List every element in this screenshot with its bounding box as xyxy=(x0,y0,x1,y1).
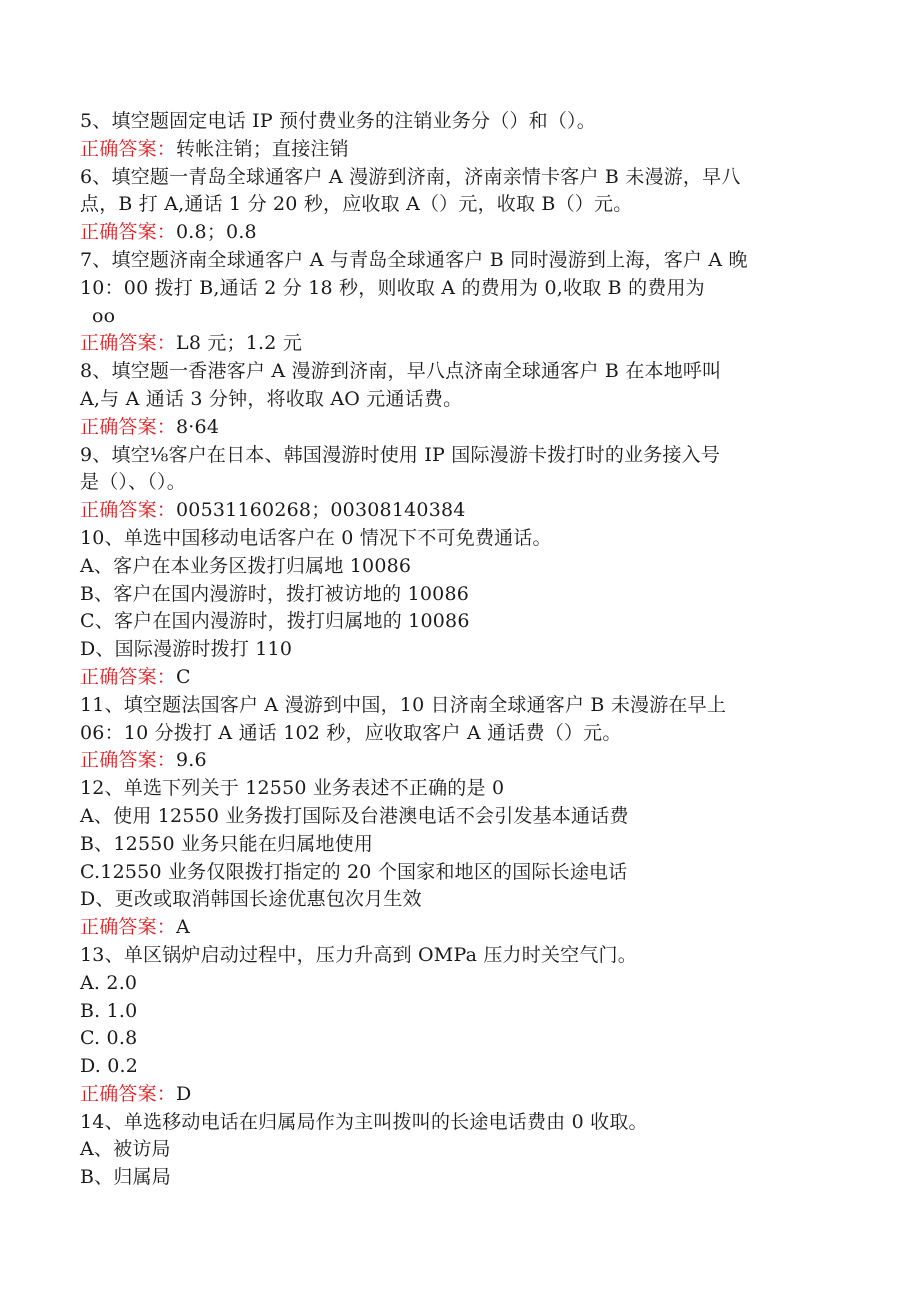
option-c: C、客户在国内漫游时，拨打归属地的 10086 xyxy=(80,610,470,633)
answer-value: D xyxy=(176,1082,192,1105)
question-text: 点，B 打 A,通话 1 分 20 秒，应收取 A（）元，收取 B（）元。 xyxy=(80,193,633,216)
answer-label: 正确答案： xyxy=(80,221,177,244)
option-b: B、12550 业务只能在归属地使用 xyxy=(80,832,374,855)
question-text: 13、单区锅炉启动过程中，压力升高到 OMPa 压力时关空气门。 xyxy=(80,943,637,966)
question-text: 9、填空⅛客户在日本、韩国漫游时使用 IP 国际漫游卡拨打时的业务接入号 xyxy=(80,443,721,466)
answer-label: 正确答案： xyxy=(80,415,177,438)
option-c: C.12550 业务仅限拨打指定的 20 个国家和地区的国际长途电话 xyxy=(80,860,628,883)
option-d: D、国际漫游时拨打 110 xyxy=(80,638,293,661)
question-text: oo xyxy=(92,304,116,327)
question-text: 10：00 拨打 B,通话 2 分 18 秒，则收取 A 的费用为 0,收取 B 的费用为 xyxy=(80,276,705,299)
answer-label: 正确答案： xyxy=(80,749,177,772)
answer-value: A xyxy=(176,916,190,939)
question-text: 10、单选中国移动电话客户在 0 情况下不可免费通话。 xyxy=(80,526,552,549)
answer-value: C xyxy=(176,665,191,688)
question-text: A,与 A 通话 3 分钟，将收取 AO 元通话费。 xyxy=(80,387,463,410)
question-text: 7、填空题济南全球通客户 A 与青岛全球通客户 B 同时漫游到上海，客户 A 晚 xyxy=(80,248,748,271)
answer-value: 00531160268；00308140384 xyxy=(176,499,466,522)
question-text: 06：10 分拨打 A 通话 102 秒，应收取客户 A 通话费（）元。 xyxy=(80,721,622,744)
answer-label: 正确答案： xyxy=(80,1082,177,1105)
answer-value: 0.8；0.8 xyxy=(176,221,257,244)
option-d: D、更改或取消韩国长途优惠包次月生效 xyxy=(80,888,422,911)
answer-line xyxy=(80,664,820,692)
answer-label: 正确答案： xyxy=(80,665,177,688)
answer-line xyxy=(80,330,820,358)
question-text: 12、单选下列关于 12550 业务表述不正确的是 0 xyxy=(80,777,505,800)
answer-label: 正确答案： xyxy=(80,332,177,355)
question-text: 6、填空题一青岛全球通客户 A 漫游到济南，济南亲情卡客户 B 未漫游，早八 xyxy=(80,165,741,188)
answer-line xyxy=(80,914,820,942)
question-text: 11、填空题法国客户 A 漫游到中国，10 日济南全球通客户 B 未漫游在早上 xyxy=(80,693,727,716)
option-a: A、客户在本业务区拨打归属地 10086 xyxy=(80,554,412,577)
option-a: A、使用 12550 业务拨打国际及台港澳电话不会引发基本通话费 xyxy=(80,804,629,827)
answer-label: 正确答案： xyxy=(80,137,177,160)
answer-label: 正确答案： xyxy=(80,916,177,939)
option-b: B. 1.0 xyxy=(80,999,138,1022)
answer-line xyxy=(80,747,820,775)
option-a: A、被访局 xyxy=(80,1138,171,1161)
answer-line xyxy=(80,1081,820,1109)
question-text: 8、填空题一香港客户 A 漫游到济南，早八点济南全球通客户 B 在本地呼叫 xyxy=(80,360,722,383)
option-a: A. 2.0 xyxy=(80,971,138,994)
option-c: C. 0.8 xyxy=(80,1027,138,1050)
question-text: 是（）、（）。 xyxy=(80,471,186,494)
option-b: B、客户在国内漫游时，拨打被访地的 10086 xyxy=(80,582,470,605)
question-text: 5、填空题固定电话 IP 预付费业务的注销业务分（）和（）。 xyxy=(80,110,596,132)
answer-line xyxy=(80,136,820,164)
option-b: B、归属局 xyxy=(80,1166,171,1189)
answer-value: 8·64 xyxy=(176,415,220,438)
question-list xyxy=(80,108,820,1192)
answer-value: 9.6 xyxy=(176,749,207,772)
answer-line xyxy=(80,414,820,442)
option-d: D. 0.2 xyxy=(80,1055,139,1078)
question-text: 14、单选移动电话在归属局作为主叫拨叫的长途电话费由 0 收取。 xyxy=(80,1110,648,1133)
answer-line xyxy=(80,219,820,247)
answer-line xyxy=(80,497,820,525)
answer-value: L8 元；1.2 元 xyxy=(176,332,303,355)
answer-label: 正确答案： xyxy=(80,499,177,522)
answer-value: 转帐注销；直接注销 xyxy=(176,137,349,160)
